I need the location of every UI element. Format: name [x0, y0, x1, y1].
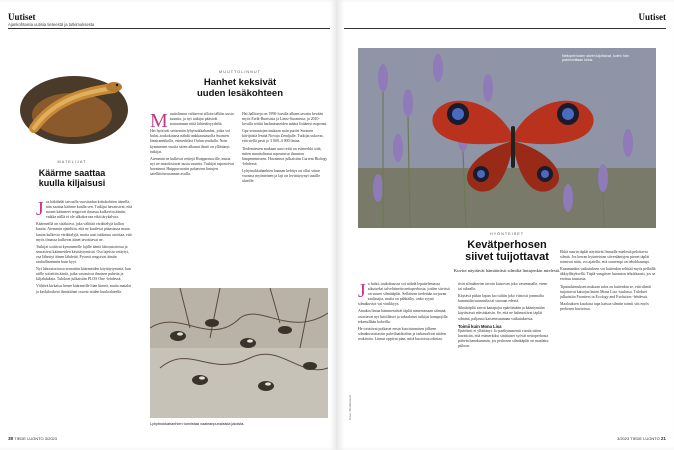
butterfly-paragraph: Silmätäplät saivat kanapojat epäröimään ja kääntymään käytävässä edestakaisin. Se, että ne hahmottivat täplät silminä, paljastui katseensuunnan vaikutuksesta.: [458, 306, 545, 321]
butterfly-headline-line2: siivet tuijottavat: [465, 251, 549, 264]
butterfly-paragraph: Epäröinti ei yllättänyt. Jo parikymmentä vuotta sitten havaittiin, että esimerkiksi sinitiaiset syövät neitoperhosia pahvin hanakammin, jos perhosen silmätäplät on maalattu piiloon.: [458, 328, 549, 349]
header-rule: [8, 28, 330, 29]
geese-headline-line1: Hanhet keksivät: [203, 77, 277, 88]
geese-headline-line2: uuden lesäkohteen: [196, 87, 284, 99]
butterfly-paragraph: He totuttivat poikaset ensin kuoriutumisen jälkeen silmäkuvioitaviin pahvilaatikoihin ja tarkastelivat niiden reaktioita. Linnut oppivat pian, mitä kuvioista odottaa.: [358, 326, 446, 341]
butterfly-paragraph: Ehkä suurin täplät näyttävät linnuille mielestä pelottavia silmiä. Jos kerran hyönteisten siivenläntyjen pienet täplät toimivat näin, voi ajatella, että suurempi on tehokkaampi.: [560, 250, 650, 265]
butterfly-photo-caption: Neitoperhosen siivet tuijottavat, kuten hän pahimmillaan keksi.: [562, 54, 629, 62]
butterfly-photo: [358, 48, 656, 228]
left-folio-text: TIEDE LUONTO 3/2023: [14, 436, 58, 441]
section-title: Uutiset: [8, 12, 36, 22]
butterfly-paragraph: o huhti–toukokuussa voi nähdä lepattelemassa aikuiseksi talvehtineita neitoperhosia, joiden siivissä on suuret silmätäplät. Sellaisten tiedetään torjuvan saalistajia, mutta on pähkäilty, onko syynä silmäkuviot vai värikkyys.: [358, 282, 450, 307]
snake-heading-block: [10, 160, 134, 188]
butterfly-kicker: HYÖNTEISET: [489, 232, 525, 236]
geese-article-col2: [242, 112, 328, 280]
snake-headline-line1: Käärme saattaa: [38, 168, 106, 178]
right-page-number: 21: [660, 436, 666, 441]
geese-heading-block: [150, 70, 330, 99]
section-title: Uutiset: [638, 12, 666, 22]
right-folio-text: 3/2023 TIEDE LUONTO: [616, 436, 660, 441]
section-subtitle: Ajankohtaisia uutisia tieteestä ja tutkimuksesta: [8, 22, 95, 27]
geese-photo: [150, 288, 328, 418]
butterfly-headline-line1: Kevätperhosen: [467, 239, 547, 251]
butterfly-paragraph: Käytävä pitkin lapun luo tulitin joko viistosti jommalta kummalta suunnalta tai suoraan edestä.: [458, 294, 544, 304]
left-page-number: 38: [8, 436, 14, 441]
geese-headline: [150, 78, 330, 99]
butterfly-article-col1: [358, 282, 450, 432]
header-rule: [344, 28, 666, 29]
snake-paragraph: Tutkijat soittivat kymmenelle lajille ääniä laboratoriossa ja seurasivat käärmeiden käyttäytymistä. Osa lajeista vetäytyi, osa lähestyi äänen lähdettä. Pytonit reagoivat ääniin rauhallisemmin kuin kyyt.: [36, 244, 130, 265]
butterfly-paragraph: tivät silmiäterien tavoin katsovan joko vasemmalle, eteen tai oikealle.: [458, 282, 548, 292]
snake-paragraph: Käärmeillä on sisäkorva, joka välittää värähtelyjä kallon kautta. Aiemmin ajateltiin, että ne kuulevat pääasiassa maan kautta kulkevia värähtelyjä, mutta uusi tutkimus osoittaa, että myös ilmassa kulkevat äänet tavoittavat ne.: [36, 222, 132, 242]
snake-kicker: MATELIJAT: [57, 160, 87, 164]
butterfly-paragraph: Tipututkimuksen mukaan tulos on kuitenkin se, että silmät tuijottavat katsojaa kuten Mona Lisa -taulussa. Tulokset julkaistiin Frontiers in Ecology and Evolution -lehdessä.: [560, 284, 652, 299]
snake-paragraph: Viiltävä kirkaisu lienee käärmeille liian kimeä, mutta matalat ja keskikorkeat ihmisäänet osuvat niiden kuuloalueelle.: [36, 284, 132, 294]
right-folio: [617, 436, 666, 441]
right-page: [338, 0, 674, 450]
snake-headline-line2: kuulla kiljaisusi: [38, 178, 106, 189]
butterfly-paragraph: Kummankin vaikutuksen voi kuitenkin selittää myös pelkällä äkkiyllätyksellä. Täplä vangitsee huomion tehokkaasti, jos se erottuu taustasta.: [560, 267, 656, 282]
snake-headline: [10, 168, 134, 188]
geese-paragraph: uuttolinnut valitsevat silloin tällöin uusia suuntia, ja nyt tutkijat pääsivät seuraamaan niitä lähietäisyydeltä.: [169, 112, 234, 127]
snake-paragraph: Nyt laboratoriossa seurattiin käärmeiden käyttäytymistä, kun niille soitettiin ääniä, jotka vastasivat ihmisen puhetta ja kiljahduksia. Tulokset julkaistiin PLOS One -lehdessä.: [36, 267, 131, 282]
butterfly-subheading: Toimii kuin Mona Lisa: [458, 323, 502, 329]
snake-photo: [14, 70, 132, 148]
geese-dropcap: M: [150, 112, 168, 132]
geese-paragraph: Gps-seurantojen mukaan noin puolet Suomen kävijöistä lentää Novaja Zemljalle. Tutkijat uskovat, että siellä pesii jo 3 000–4 000 lintua.: [242, 129, 324, 144]
butterfly-paragraph: Maalauksen kuuluisa tapa katsoa silmiin toimii siis myös perhosen kuvioissa.: [560, 301, 649, 311]
geese-paragraph: Hei hyötivät seitsemän lyhytnokkahanhet, jotka voi huhti–toukokuussa nähdä tankkaustauolla Suomen länsirannikolla, esimerkiksi Oulun seudulla. Noin kymmenen vuotta sitten alkanut ilmiö on yllättänyt tutkijat.: [150, 129, 231, 154]
geese-paragraph: Lyhytnokkahanhien kannan kehitys on ollut viime vuosina myönteinen ja laji on levittäytynyt uusille alueille.: [242, 168, 321, 184]
geese-paragraph: Aiemmin ne kulkivat reittejä Huippuvuorille, mutta nyt ne muodostavat uusia suuntia. Tutkijat raportoivat havainnot Huippuvuoriin palaavien lintujen satelliittiseurannan avulla.: [150, 156, 234, 177]
snake-article-body: [36, 200, 134, 432]
butterfly-paragraph: Amakin lintua hämmentävät täplät nimenomaan silminä, osoittavat nyt brittiläiset ja saksalaiset tutkijat kanapojilla tekemillään kokeilla.: [358, 309, 448, 324]
geese-caption: Lyhytnokkahanhien tunnistaa vaaleanpunaisista jaloista.: [150, 422, 245, 426]
geese-article-col1: [150, 112, 236, 280]
butterfly-article-col3: [560, 250, 656, 432]
geese-paragraph: Tiedemiesten mukaan uusi reitti on esimerkki siitä, miten muuttolinnut sopeutuvat ilmaston lämpenemiseen. Havainnot julkaistiin Current Biology -lehdessä.: [242, 146, 328, 166]
butterfly-article-col2: [458, 282, 552, 432]
snake-paragraph: os käkähdät taivaalla vuosisadan kohokohtien äänellä, niin saattaa käärme kuulla sen. Tutkijat havaitsivat, että monet käärmeet reagoivat ilmassa kulkeviin ääniin, vaikka niillä ei ole ulkokorvaa eikä tärykalvoa.: [45, 200, 133, 220]
left-folio: [8, 436, 57, 441]
geese-kicker: MUUTTOLINNUT: [219, 70, 261, 74]
photo-credit: Kuva: Shutterstock: [348, 394, 352, 420]
left-page: [0, 0, 336, 450]
butterfly-dropcap: J: [358, 282, 366, 302]
snake-dropcap: J: [36, 200, 44, 220]
butterfly-ingress: Kuviot näyttävät hämäävästi silmiltä lintujenkin mielestä.: [453, 267, 561, 273]
geese-paragraph: Hai hallitseja on 1990-luvulla alkaen tavattu kevään myös Etelä-Ruotsista ja Länsi-Suomesta, ja 2010-luvulla reititä harhautuneiden määrä lisääntyi nopeasti.: [242, 112, 328, 127]
